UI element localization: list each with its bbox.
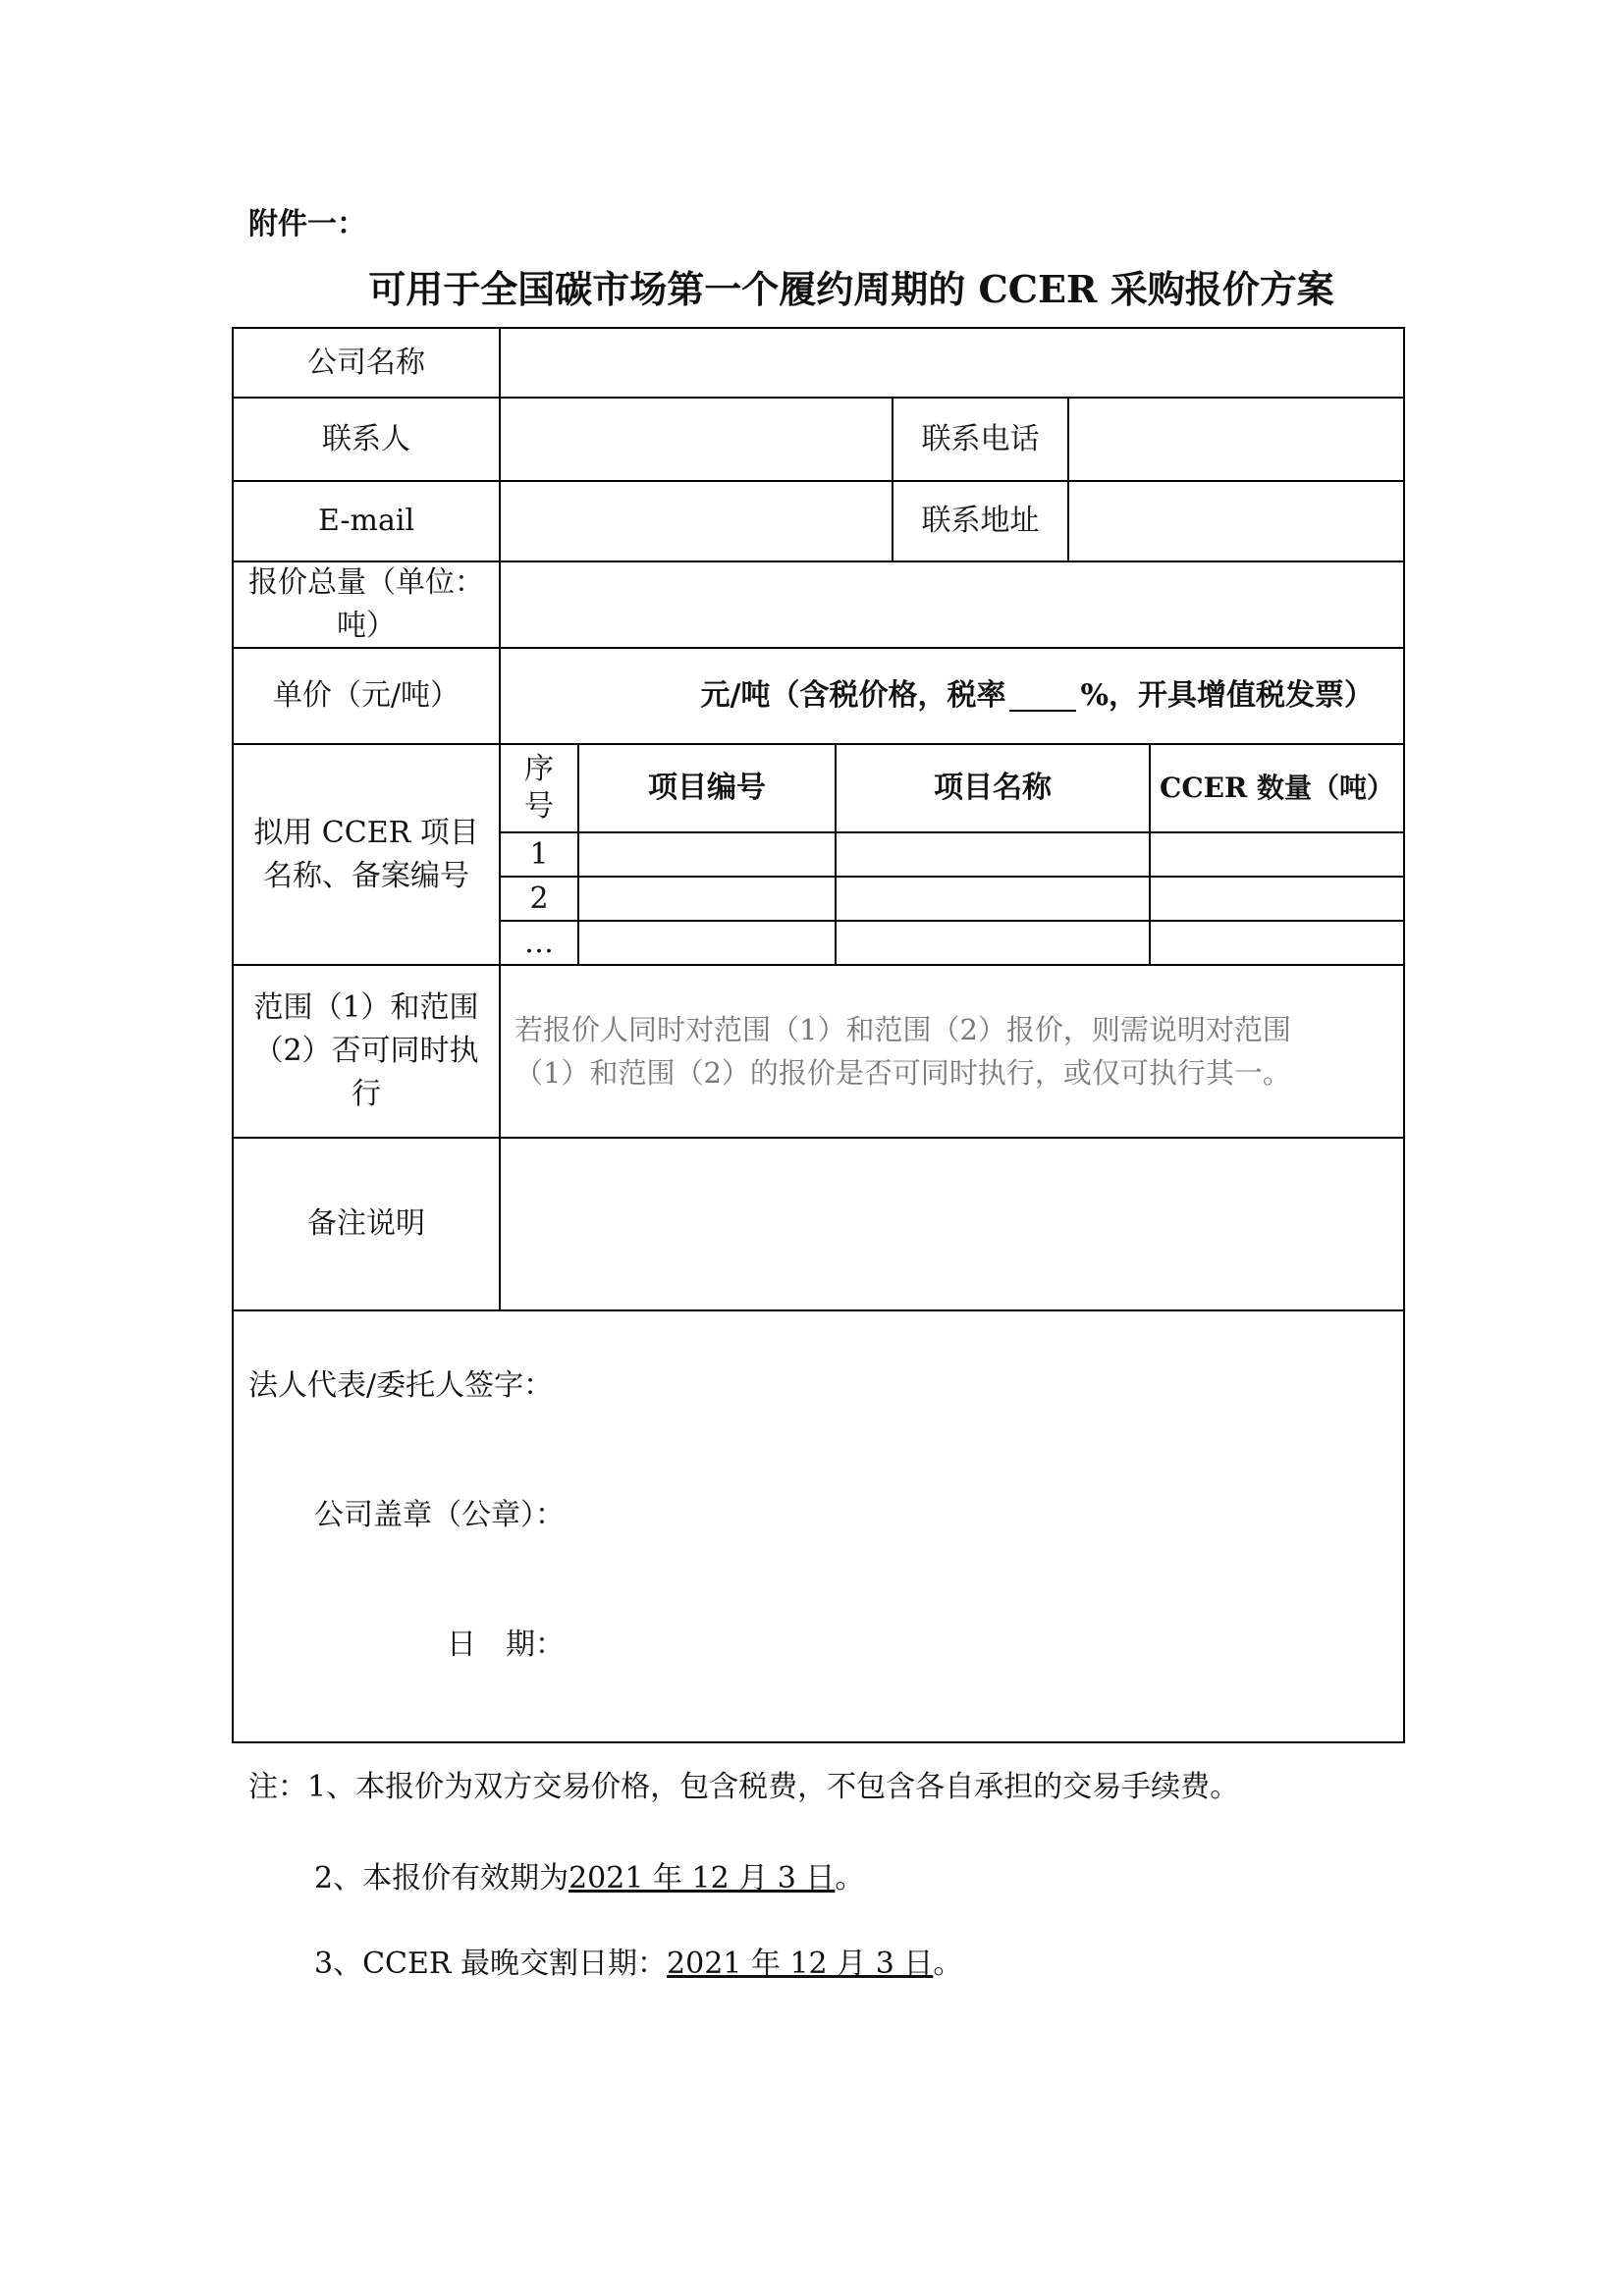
project-row-1-seq: 1 xyxy=(501,833,579,878)
project-row-1-name[interactable] xyxy=(837,833,1151,878)
email-label: E-mail xyxy=(232,482,501,562)
company-name-field[interactable] xyxy=(501,327,1405,399)
project-row-3-name[interactable] xyxy=(837,922,1151,966)
note-2 xyxy=(314,1853,864,1896)
projects-label-line2: 名称、备案编号 xyxy=(263,858,469,893)
project-name-header: 项目名称 xyxy=(837,745,1151,833)
address-label: 联系地址 xyxy=(893,482,1069,562)
signature-label: 法人代表/委托人签字： xyxy=(248,1368,554,1403)
remarks-label: 备注说明 xyxy=(232,1139,501,1311)
scope-label xyxy=(232,966,501,1139)
remarks-field[interactable] xyxy=(501,1139,1405,1311)
total-quantity-label xyxy=(232,562,501,649)
total-quantity-field[interactable] xyxy=(501,562,1405,649)
total-quantity-label-line1: 报价总量（单位： xyxy=(248,565,484,600)
unit-price-prefix: 元/吨（含税价格，税率 xyxy=(700,678,1006,713)
project-row-1-no[interactable] xyxy=(579,833,837,878)
company-name-label: 公司名称 xyxy=(232,327,501,399)
seq-header xyxy=(501,745,579,833)
seq-header-line2: 号 xyxy=(524,789,554,824)
note-3-suffix: 。 xyxy=(933,1947,963,1981)
scope-field[interactable] xyxy=(501,966,1405,1139)
note-3-prefix: 3、CCER 最晚交割日期： xyxy=(314,1947,668,1981)
unit-price-label: 单价（元/吨） xyxy=(232,649,501,745)
project-row-3-no[interactable] xyxy=(579,922,837,966)
seal-label: 公司盖章（公章）： xyxy=(314,1498,565,1532)
note-2-prefix: 2、本报价有效期为 xyxy=(314,1861,569,1896)
date-label: 日 期： xyxy=(447,1628,565,1662)
note-3-date: 2021 年 12 月 3 日 xyxy=(667,1947,934,1981)
projects-label-line1: 拟用 CCER 项目 xyxy=(253,815,479,850)
scope-hint-line2: （1）和范围（2）的报价是否可同时执行，或仅可执行其一。 xyxy=(514,1056,1291,1090)
project-no-header: 项目编号 xyxy=(579,745,837,833)
project-row-2-name[interactable] xyxy=(837,878,1151,922)
tax-rate-blank[interactable] xyxy=(1009,680,1076,712)
note-2-suffix: 。 xyxy=(835,1861,865,1896)
email-field[interactable] xyxy=(501,482,893,562)
document-title: 可用于全国碳市场第一个履约周期的 CCER 采购报价方案 xyxy=(368,267,1334,311)
scope-label-line2: （2）否可同时执 xyxy=(253,1034,479,1068)
project-row-3-seq: … xyxy=(501,922,579,966)
note-3 xyxy=(314,1939,962,1982)
address-field[interactable] xyxy=(1069,482,1405,562)
phone-label: 联系电话 xyxy=(893,399,1069,482)
project-row-3-qty[interactable] xyxy=(1151,922,1405,966)
phone-field[interactable] xyxy=(1069,399,1405,482)
scope-hint-line1: 若报价人同时对范围（1）和范围（2）报价，则需说明对范围 xyxy=(514,1013,1291,1046)
scope-label-line1: 范围（1）和范围 xyxy=(253,990,479,1025)
total-quantity-label-line2: 吨） xyxy=(337,609,396,643)
note-2-date: 2021 年 12 月 3 日 xyxy=(568,1861,836,1896)
unit-price-suffix: %，开具增值税发票） xyxy=(1080,678,1374,713)
scope-label-line3: 行 xyxy=(352,1077,381,1111)
project-row-2-seq: 2 xyxy=(501,878,579,922)
project-row-2-no[interactable] xyxy=(579,878,837,922)
project-row-1-qty[interactable] xyxy=(1151,833,1405,878)
contact-field[interactable] xyxy=(501,399,893,482)
ccer-qty-header: CCER 数量（吨） xyxy=(1151,745,1405,833)
project-row-2-qty[interactable] xyxy=(1151,878,1405,922)
seq-header-line1: 序 xyxy=(524,752,554,786)
unit-price-field[interactable] xyxy=(501,649,1405,745)
note-1: 注：1、本报价为双方交易价格，包含税费，不包含各自承担的交易手续费。 xyxy=(248,1770,1240,1804)
contact-label: 联系人 xyxy=(232,399,501,482)
projects-label xyxy=(232,745,501,966)
attachment-label: 附件一： xyxy=(248,207,366,241)
